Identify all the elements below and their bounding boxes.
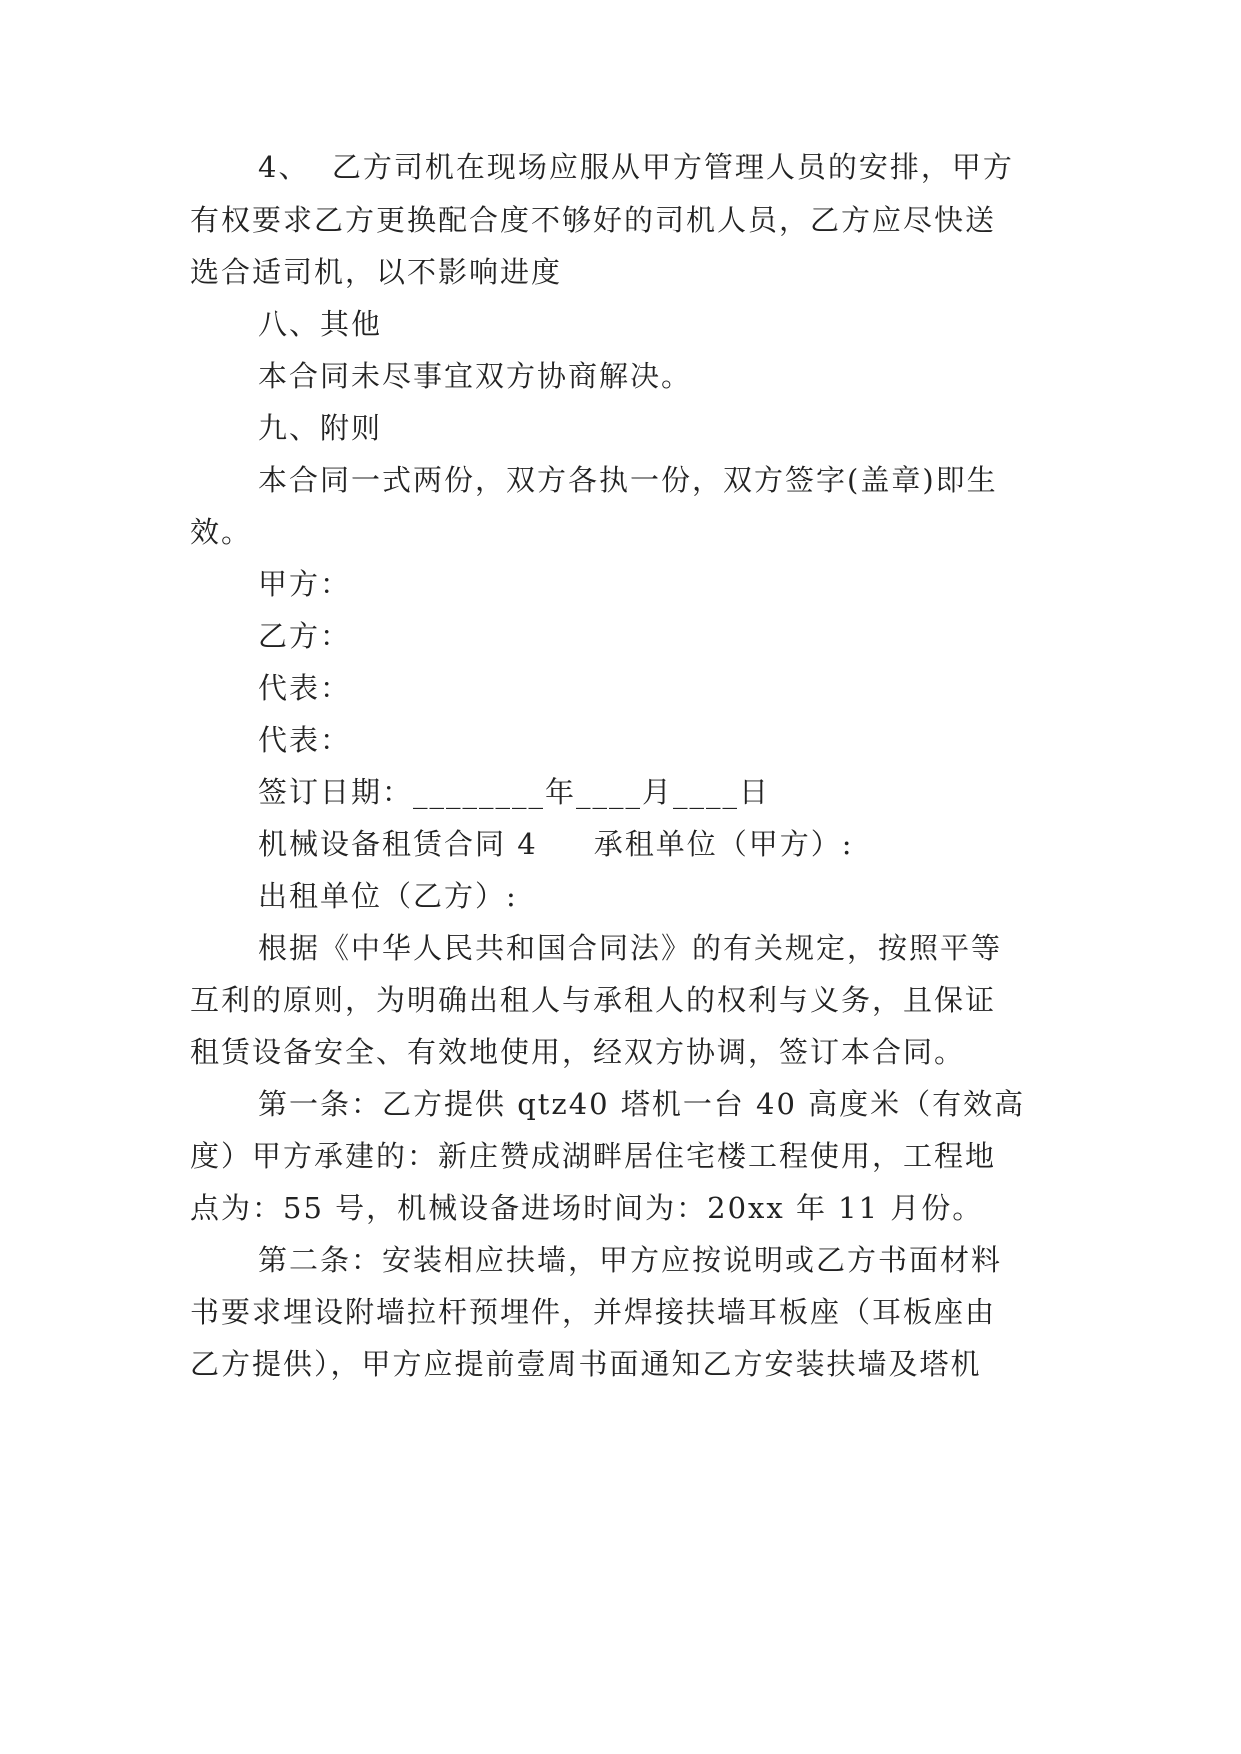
paragraph-line: 书要求埋设附墙拉杆预埋件，并焊接扶墙耳板座（耳板座由: [190, 1295, 997, 1329]
paragraph-line: 效。: [190, 515, 253, 549]
signing-date: 签订日期：________年____月____日: [258, 775, 771, 809]
paragraph-line: 有权要求乙方更换配合度不够好的司机人员，乙方应尽快送: [190, 203, 997, 237]
paragraph-line: 本合同一式两份，双方各执一份，双方签字(盖章)即生: [258, 463, 998, 497]
paragraph-line: 4、 乙方司机在现场应服从甲方管理人员的安排，甲方: [258, 150, 1014, 184]
article-line: 第二条：安装相应扶墙，甲方应按说明或乙方书面材料: [258, 1243, 1003, 1277]
signature-party-b: 乙方：: [258, 619, 352, 653]
paragraph-line: 本合同未尽事宜双方协商解决。: [258, 359, 693, 393]
paragraph-line: 根据《中华人民共和国合同法》的有关规定，按照平等: [258, 931, 1003, 965]
paragraph-line: 乙方提供），甲方应提前壹周书面通知乙方安装扶墙及塔机: [190, 1347, 982, 1381]
representative-b: 代表：: [258, 723, 352, 757]
paragraph-line: 选合适司机，以不影响进度: [190, 255, 563, 289]
section-heading: 八、其他: [258, 307, 383, 341]
paragraph-line: 租赁设备安全、有效地使用，经双方协调，签订本合同。: [190, 1035, 966, 1069]
paragraph-line: 度）甲方承建的：新庄赞成湖畔居住宅楼工程使用，工程地: [190, 1139, 997, 1173]
signature-party-a: 甲方：: [258, 567, 352, 601]
section-heading: 九、附则: [258, 411, 383, 445]
paragraph-line: 点为：55 号，机械设备进场时间为：20xx 年 11 月份。: [190, 1191, 984, 1225]
lessor-line: 出租单位（乙方）:: [258, 879, 518, 913]
article-line: 第一条：乙方提供 qtz40 塔机一台 40 高度米（有效高: [258, 1087, 1026, 1121]
contract-title-and-lessee: 机械设备租赁合同 4 承租单位（甲方）:: [258, 827, 854, 861]
representative-a: 代表：: [258, 671, 352, 705]
paragraph-line: 互利的原则，为明确出租人与承租人的权利与义务，且保证: [190, 983, 997, 1017]
